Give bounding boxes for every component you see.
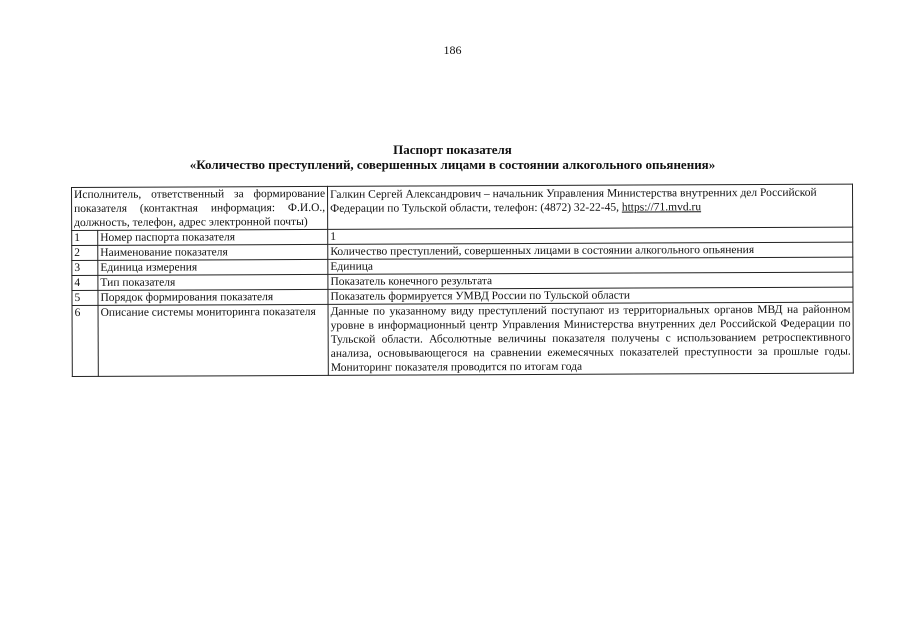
row-name: Наименование показателя <box>98 244 328 260</box>
row-value: Единица <box>328 257 853 274</box>
row-number: 4 <box>72 275 98 290</box>
row-number: 3 <box>72 260 98 275</box>
executor-value-text: Галкин Сергей Александрович – начальник Управления Министерства внутренних дел Российской Федерации по Тульской области, телефон: (4872) 32-22-45, <box>330 186 817 215</box>
row-name: Номер паспорта показателя <box>98 229 328 245</box>
row-number: 2 <box>72 245 98 260</box>
executor-website-link[interactable]: https://71.mvd.ru <box>621 201 702 214</box>
row-number: 6 <box>72 305 98 376</box>
indicator-title: «Количество преступлений, совершенных лицами в состоянии алкогольного опьянения» <box>189 157 716 172</box>
page-number: 186 <box>443 43 462 57</box>
document-title: Паспорт показателя <box>393 142 512 157</box>
row-number: 5 <box>72 290 98 305</box>
row-name: Порядок формирования показателя <box>98 289 328 305</box>
row-value: Показатель формируется УМВД России по Тульской области <box>328 287 853 304</box>
row-value: Данные по указанному виду преступлений поступают из территориальных органов МВД на районном уровне в информационный центр Управления Министерства внутренних дел Российской Федерации по Тульской области. Абсолютные величины показателя получены с использованием ретроспективного анализа, основывающегося на сравнении ежемесячных показателей преступности за прошлые годы. Мониторинг показателя проводится по итогам года <box>328 302 853 375</box>
row-value: 1 <box>328 227 853 244</box>
row-name: Тип показателя <box>98 274 328 290</box>
row-value: Показатель конечного результата <box>328 272 853 289</box>
table-row <box>72 302 853 376</box>
executor-label: Исполнитель, ответственный за формирование показателя (контактная информация: Ф.И.О., должность, телефон, адрес электронной почты) <box>72 186 328 230</box>
row-name: Единица измерения <box>98 259 328 275</box>
table-row-executor <box>72 184 853 230</box>
row-name: Описание системы мониторинга показателя <box>98 304 328 376</box>
executor-value <box>328 184 853 229</box>
indicator-passport-table <box>71 184 854 377</box>
row-value: Количество преступлений, совершенных лицами в состоянии алкогольного опьянения <box>328 242 853 259</box>
row-number: 1 <box>72 230 98 245</box>
